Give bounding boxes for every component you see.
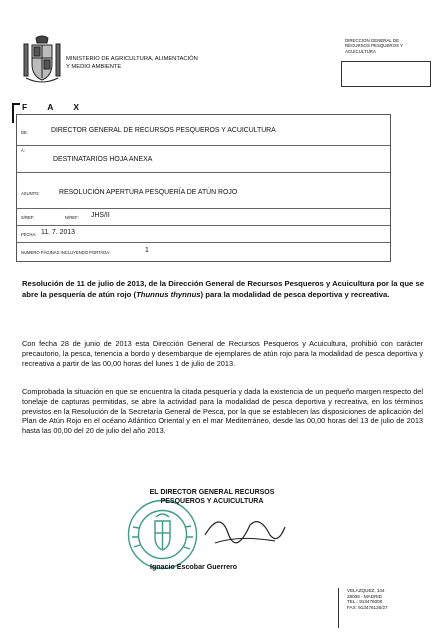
address-city: 28006 - MADRID	[347, 593, 382, 599]
signer-name: Ignacio Escobar Guerrero	[150, 563, 238, 571]
row-pages	[17, 243, 390, 260]
row-ref	[17, 209, 390, 226]
ministry-line-2: Y MEDIO AMBIENTE	[66, 63, 122, 70]
fax-header-form	[16, 114, 391, 262]
row-fecha	[17, 226, 390, 243]
signer-title-2: PESQUEROS Y ACUICULTURA	[160, 498, 264, 505]
nref-value: JHS/II	[91, 212, 110, 219]
row-de	[17, 115, 390, 146]
paragraph-1: Con fecha 28 de junio de 2013 esta Dirección General de Recursos Pesqueros y Acuicultura, prohibió con carácter precautorio, la pesca, tenencia a bordo y desembarque de ejemplares de atún rojo para la modalidad de pesca deportiva y recreativa a partir de las 00,00 horas del lunes 1 de julio de 2013.	[22, 339, 423, 368]
fecha-value: 11. 7. 2013	[41, 229, 75, 236]
de-label: DE:	[21, 130, 28, 135]
registry-stamp-box	[341, 61, 431, 87]
direction-line-3: ACUICULTURA	[345, 48, 376, 54]
asunto-value: RESOLUCIÓN APERTURA PESQUERÍA DE ATÚN ROJO	[59, 189, 238, 196]
de-value: DIRECTOR GENERAL DE RECURSOS PESQUEROS Y ACUICULTURA	[51, 127, 276, 134]
address-street: VELAZQUEZ, 144	[347, 588, 385, 593]
handwritten-signature	[200, 505, 290, 555]
fecha-label: FECHA:	[21, 232, 37, 237]
ministry-name	[66, 56, 198, 71]
row-asunto	[17, 173, 390, 209]
address-fax: FAX: 913476126/27	[347, 604, 388, 610]
heading-text-end: ) para la modalidad de pesca deportiva y recreativa.	[200, 289, 390, 299]
paragraph-2: Comprobada la situación en que se encuentra la citada pesquería y dada la existencia de un pequeño margen respecto del tonelaje de capturas permitidas, se abre la actividad para la modalidad de pesca deportiva y recreativa, en los términos previstos en la Resolución de la Secretaría General de Pesca, por la que se establecen las disposiciones de aplicación del Plan de Atún Rojo en el océano Atlántico Oriental y en el mar Mediterráneo, desde las 00,00 horas del 13 de julio de 2013 hasta las 00,00 del 20 de julio del año 2013.	[22, 387, 423, 436]
signer-title-1: EL DIRECTOR GENERAL RECURSOS	[149, 489, 275, 496]
official-seal-stamp	[125, 497, 200, 572]
direction-line-2: RECURSOS PESQUEROS Y	[345, 43, 403, 49]
address-phone: TEL.: 913476000	[347, 599, 383, 605]
coat-of-arms-emblem	[22, 34, 62, 86]
row-a	[17, 146, 390, 173]
address-block	[338, 588, 435, 628]
a-label: A:	[21, 148, 25, 153]
nref-label: N/REF:	[65, 215, 79, 220]
heading-species-name: Thunnus thynnus	[136, 289, 201, 299]
signature-block	[132, 488, 292, 506]
fax-bracket-top	[12, 103, 20, 105]
fax-title: F A X	[22, 102, 89, 112]
direction-general-header	[345, 38, 403, 54]
direction-line-1: DIRECCION GENERAL DE	[345, 38, 399, 43]
pages-value: 1	[145, 247, 149, 254]
a-value: DESTINATARIOS HOJA ANEXA	[53, 156, 153, 163]
fax-bracket	[12, 103, 14, 123]
heading-text-start: Resolución de 11 de julio de 2013, de la Dirección General de Recursos Pesqueros y Acuicultura por la que se abre la pesquería de atún rojo (	[22, 279, 424, 299]
resolution-heading	[22, 279, 424, 300]
asunto-label: ASUNTO:	[21, 191, 40, 196]
sref-label: S/REF:	[21, 215, 35, 220]
ministry-line-1: MINISTERIO DE AGRICULTURA, ALIMENTACIÓN	[66, 56, 198, 62]
pages-label: NUMERO PÁGINAS INCLUYENDO PORTADA:	[21, 250, 111, 255]
